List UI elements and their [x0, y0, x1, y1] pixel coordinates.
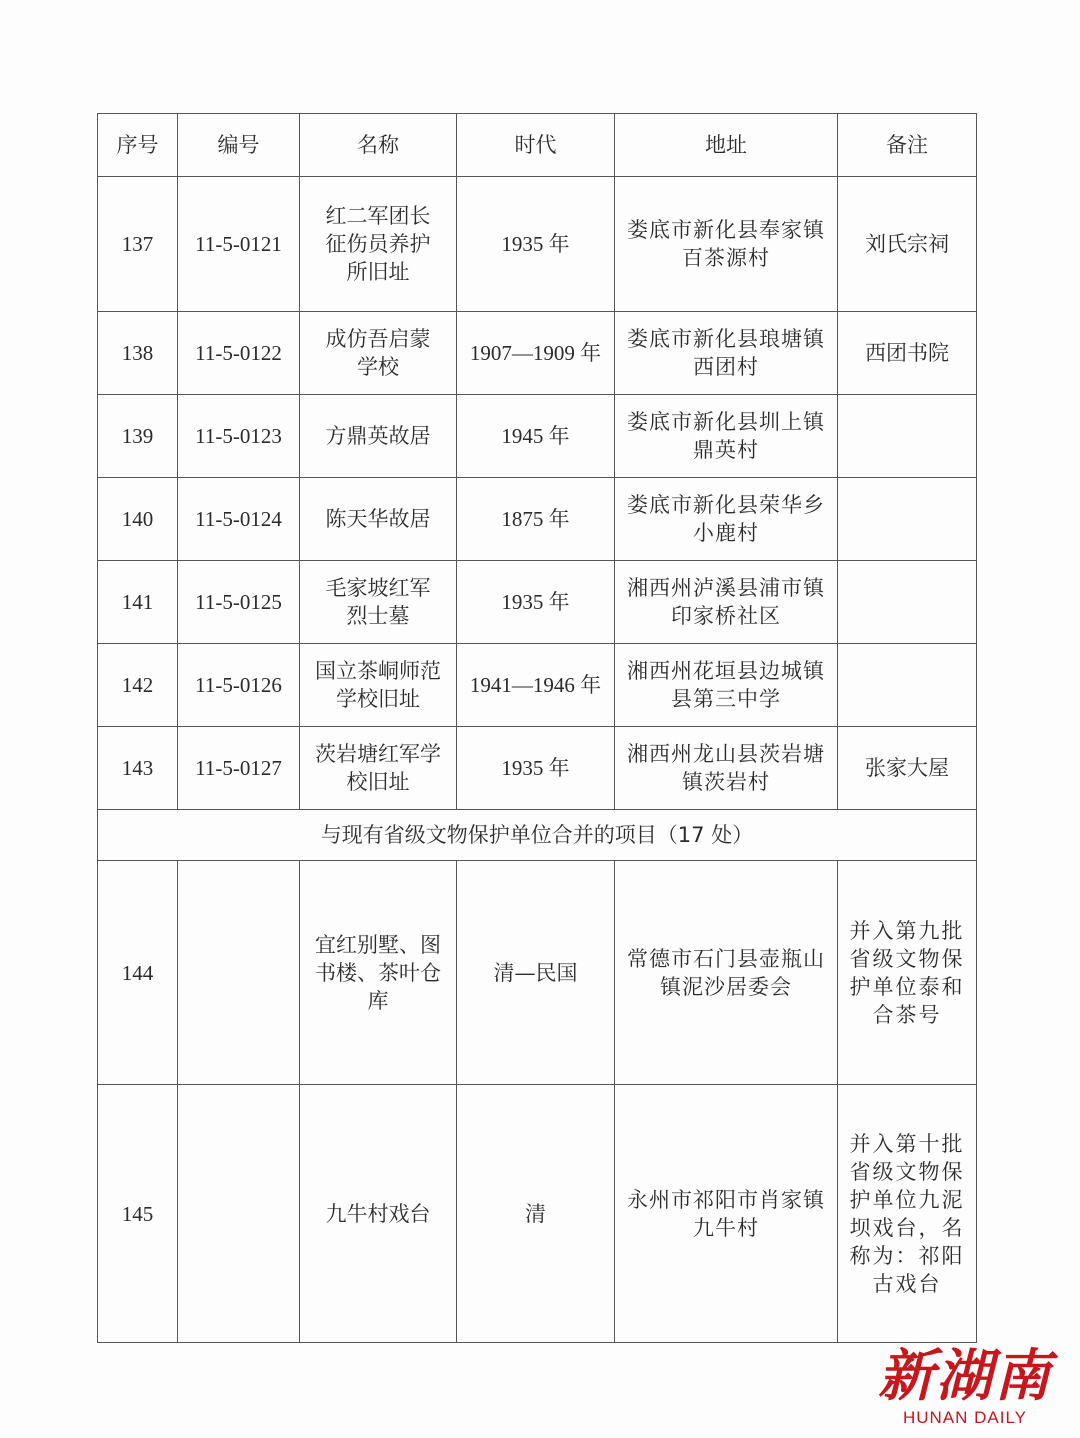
- cell-name: 九牛村戏台: [300, 1085, 457, 1343]
- cell-era: 1935 年: [457, 561, 615, 644]
- cell-era: 清—民国: [457, 861, 615, 1085]
- cell-seq: 139: [98, 395, 178, 478]
- cell-address: 永州市祁阳市肖家镇九牛村: [615, 1085, 838, 1343]
- cell-note: [838, 644, 977, 727]
- header-row: [98, 114, 977, 177]
- header-code: 编号: [178, 114, 300, 177]
- cell-name: 陈天华故居: [300, 478, 457, 561]
- heritage-table: [97, 113, 977, 1343]
- cell-address: 湘西州泸溪县浦市镇印家桥社区: [615, 561, 838, 644]
- table-row: [98, 478, 977, 561]
- cell-note: [838, 395, 977, 478]
- cell-code: 11-5-0122: [178, 312, 300, 395]
- cell-note: [838, 561, 977, 644]
- header-address: 地址: [615, 114, 838, 177]
- cell-name: 茨岩塘红军学校旧址: [300, 727, 457, 810]
- cell-code: 11-5-0124: [178, 478, 300, 561]
- logo-chinese-text: 新湖南: [878, 1343, 1052, 1409]
- table-row: [98, 312, 977, 395]
- cell-name: 毛家坡红军烈士墓: [300, 561, 457, 644]
- table-row: [98, 727, 977, 810]
- cell-seq: 143: [98, 727, 178, 810]
- cell-era: 1875 年: [457, 478, 615, 561]
- cell-note: 西团书院: [838, 312, 977, 395]
- cell-seq: 138: [98, 312, 178, 395]
- cell-code: [178, 861, 300, 1085]
- cell-seq: 142: [98, 644, 178, 727]
- cell-address: 娄底市新化县奉家镇百茶源村: [615, 177, 838, 312]
- cell-name: 国立茶峒师范学校旧址: [300, 644, 457, 727]
- cell-code: [178, 1085, 300, 1343]
- section-row: [98, 810, 977, 861]
- cell-address: 常德市石门县壶瓶山镇泥沙居委会: [615, 861, 838, 1085]
- table-row: [98, 1085, 977, 1343]
- table-row: [98, 177, 977, 312]
- hunan-daily-logo: [870, 1344, 1060, 1428]
- cell-seq: 141: [98, 561, 178, 644]
- table-row: [98, 561, 977, 644]
- cell-note: [838, 478, 977, 561]
- cell-code: 11-5-0123: [178, 395, 300, 478]
- header-name: 名称: [300, 114, 457, 177]
- logo-english-text: HUNAN DAILY: [902, 1408, 1028, 1427]
- cell-note: 并入第九批省级文物保护单位泰和合茶号: [838, 861, 977, 1085]
- cell-code: 11-5-0126: [178, 644, 300, 727]
- header-note: 备注: [838, 114, 977, 177]
- cell-note: 并入第十批省级文物保护单位九泥坝戏台，名称为：祁阳古戏台: [838, 1085, 977, 1343]
- cell-era: 1935 年: [457, 727, 615, 810]
- cell-seq: 140: [98, 478, 178, 561]
- cell-address: 娄底市新化县荣华乡小鹿村: [615, 478, 838, 561]
- cell-address: 娄底市新化县圳上镇鼎英村: [615, 395, 838, 478]
- cell-name: 红二军团长征伤员养护所旧址: [300, 177, 457, 312]
- cell-seq: 145: [98, 1085, 178, 1343]
- cell-note: 张家大屋: [838, 727, 977, 810]
- section-title: 与现有省级文物保护单位合并的项目（17 处）: [98, 810, 977, 861]
- cell-note: 刘氏宗祠: [838, 177, 977, 312]
- cell-address: 湘西州龙山县茨岩塘镇茨岩村: [615, 727, 838, 810]
- cell-name: 方鼎英故居: [300, 395, 457, 478]
- cell-name: 成仿吾启蒙学校: [300, 312, 457, 395]
- table-row: [98, 395, 977, 478]
- cell-era: 1945 年: [457, 395, 615, 478]
- cell-name: 宜红别墅、图书楼、茶叶仓库: [300, 861, 457, 1085]
- table-row: [98, 644, 977, 727]
- cell-era: 清: [457, 1085, 615, 1343]
- cell-address: 娄底市新化县琅塘镇西团村: [615, 312, 838, 395]
- cell-code: 11-5-0127: [178, 727, 300, 810]
- header-seq: 序号: [98, 114, 178, 177]
- cell-seq: 144: [98, 861, 178, 1085]
- cell-code: 11-5-0121: [178, 177, 300, 312]
- cell-era: 1907—1909 年: [457, 312, 615, 395]
- cell-era: 1941—1946 年: [457, 644, 615, 727]
- header-era: 时代: [457, 114, 615, 177]
- table-row: [98, 861, 977, 1085]
- cell-seq: 137: [98, 177, 178, 312]
- cell-code: 11-5-0125: [178, 561, 300, 644]
- cell-era: 1935 年: [457, 177, 615, 312]
- cell-address: 湘西州花垣县边城镇县第三中学: [615, 644, 838, 727]
